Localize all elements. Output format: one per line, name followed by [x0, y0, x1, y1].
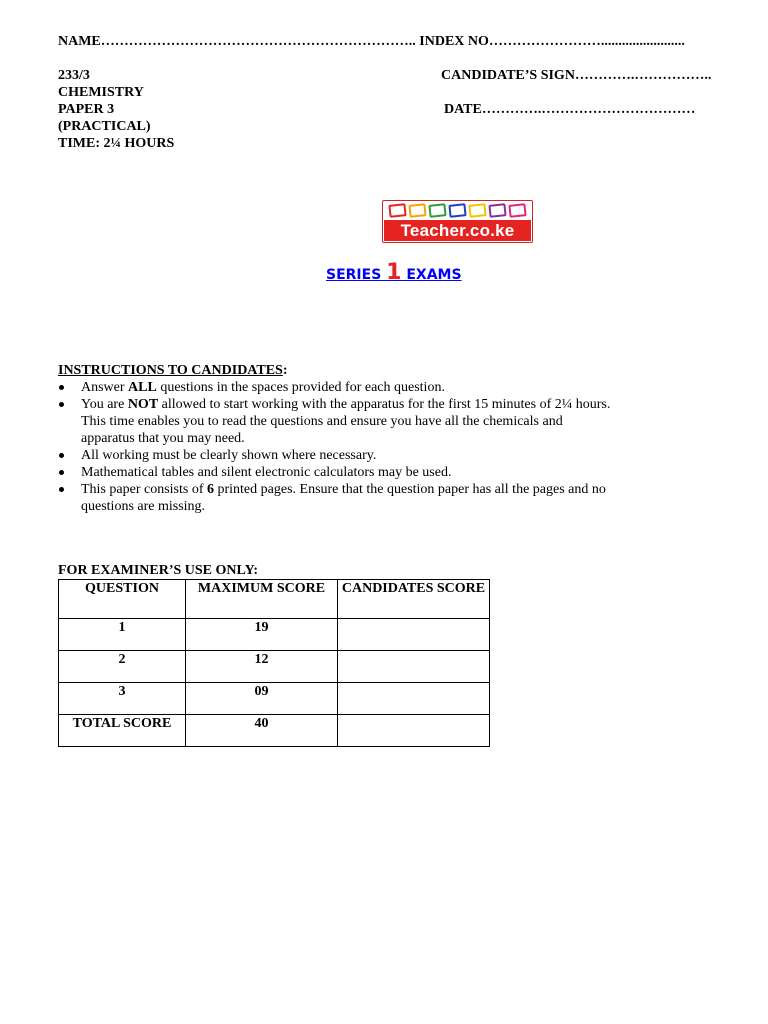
instruction-item: [58, 396, 618, 447]
score-table: [58, 579, 490, 747]
instruction-text: Mathematical tables and silent electronic calculators may be used.: [81, 465, 452, 480]
instruction-text: This paper consists of: [81, 482, 207, 497]
instruction-item: [58, 464, 618, 481]
table-header-row: [59, 580, 490, 619]
instruction-emphasis: NOT: [127, 397, 159, 412]
instruction-text: All working must be clearly shown where necessary.: [81, 448, 377, 463]
instruction-text: questions in the spaces provided for each question.: [156, 380, 445, 395]
teacher-logo: [382, 200, 533, 243]
max-score-cell: 09: [186, 683, 338, 715]
series-number: 1: [386, 260, 402, 285]
time-allowed: TIME: 2¼ HOURS: [58, 136, 175, 151]
max-score-cell: 19: [186, 619, 338, 651]
logo-square-icon: [488, 203, 506, 218]
table-row: [59, 619, 490, 651]
candidate-sign-line: CANDIDATE’S SIGN………….……………..: [441, 68, 712, 83]
series-suffix: EXAMS: [401, 267, 462, 283]
question-cell: 1: [59, 619, 186, 651]
series-prefix: SERIES: [326, 267, 387, 283]
paper-type: (PRACTICAL): [58, 119, 151, 134]
max-score-cell: 40: [186, 715, 338, 747]
instruction-text: You are: [81, 397, 128, 412]
paper-number: PAPER 3: [58, 102, 115, 117]
series-exams-link[interactable]: [326, 262, 462, 286]
logo-square-icon: [428, 203, 446, 218]
instructions-section: [58, 362, 618, 515]
instruction-emphasis: ALL: [128, 380, 157, 395]
instruction-item: [58, 447, 618, 464]
instruction-text: Answer: [81, 380, 129, 395]
candidate-score-cell[interactable]: [338, 651, 490, 683]
logo-text: Teacher.co.ke: [384, 220, 531, 241]
max-score-cell: 12: [186, 651, 338, 683]
examiner-title: FOR EXAMINER’S USE ONLY:: [58, 563, 259, 578]
table-row: [59, 651, 490, 683]
question-cell: 2: [59, 651, 186, 683]
candidate-score-cell[interactable]: [338, 715, 490, 747]
subject: CHEMISTRY: [58, 85, 144, 100]
table-row: [59, 683, 490, 715]
candidate-score-cell[interactable]: [338, 619, 490, 651]
table-row-total: [59, 715, 490, 747]
candidate-score-cell[interactable]: [338, 683, 490, 715]
paper-code: 233/3: [58, 68, 90, 83]
instruction-emphasis: 6: [206, 482, 214, 497]
name-index-line: NAME………………………………………………………….. INDEX NO……………………........................: [58, 34, 685, 49]
instruction-item: [58, 379, 618, 396]
instructions-title: INSTRUCTIONS TO CANDIDATES: [58, 363, 283, 378]
instructions-title-colon: :: [282, 363, 288, 378]
instruction-text: printed pages. Ensure that the question paper has all the pages and no questions are missing.: [81, 482, 606, 514]
logo-square-icon: [468, 203, 486, 218]
logo-squares: [389, 204, 529, 220]
logo-square-icon: [448, 203, 466, 218]
instruction-item: [58, 481, 618, 515]
instruction-text: allowed to start working with the apparatus for the first 15 minutes of 2¼ hours. This time enables you to read the questions and ensure you have all the chemicals and apparatus that you may need.: [81, 397, 611, 446]
instructions-list: [58, 379, 618, 515]
logo-square-icon: [408, 203, 426, 218]
total-label-cell: TOTAL SCORE: [59, 715, 186, 747]
instructions-heading: [58, 362, 618, 379]
logo-square-icon: [388, 203, 406, 218]
header-question: QUESTION: [59, 580, 186, 619]
logo-square-icon: [508, 203, 526, 218]
header-max-score: MAXIMUM SCORE: [186, 580, 338, 619]
header-candidate-score: CANDIDATES SCORE: [338, 580, 490, 619]
question-cell: 3: [59, 683, 186, 715]
date-line: DATE………….……………………………: [444, 102, 696, 117]
